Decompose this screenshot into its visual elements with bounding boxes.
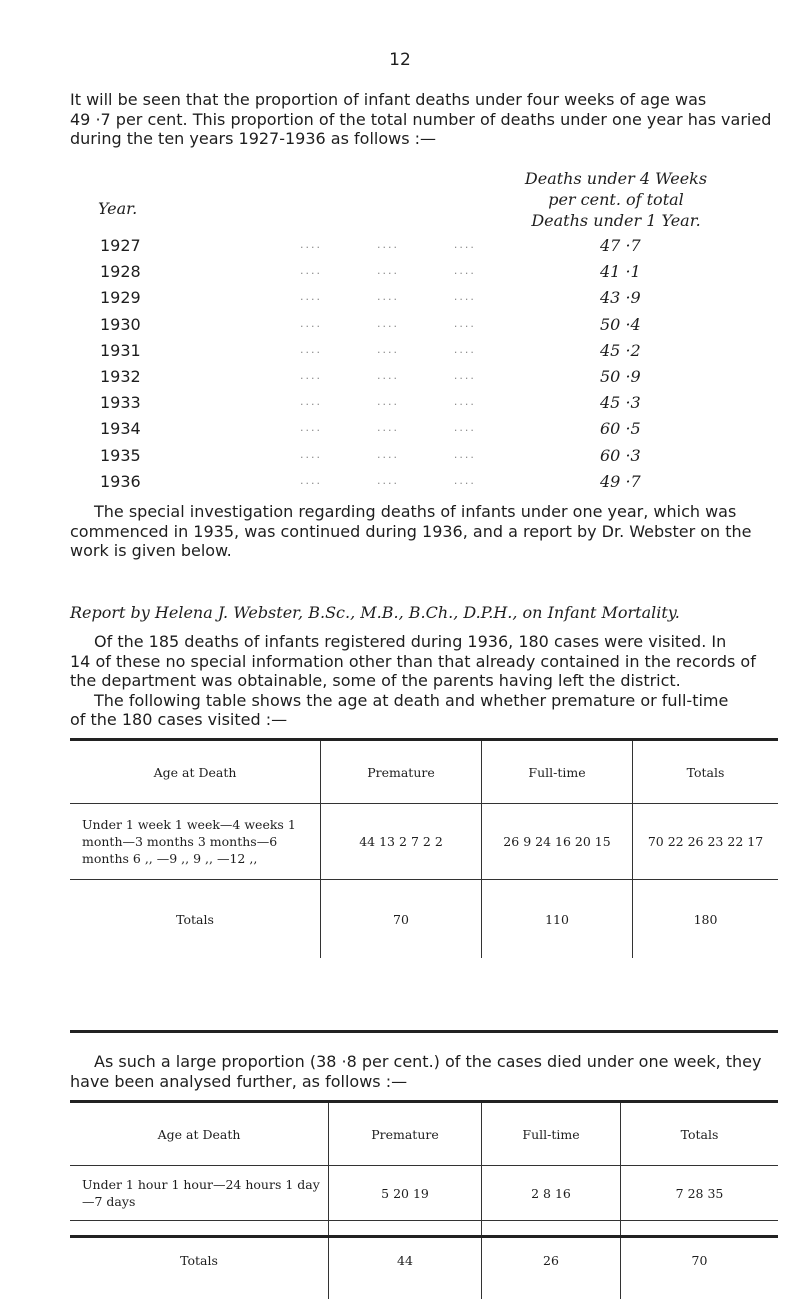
page-number: 12 [0, 50, 800, 70]
table-cell: 16 [555, 1186, 571, 1201]
table-cell: 5 [381, 1186, 389, 1201]
table-row-label: 3 months—6 months [82, 834, 277, 866]
leader-dots: .... .... .... [300, 317, 476, 330]
column-header: Age at Death [70, 1103, 329, 1166]
percent-cell: 45 ·3 [600, 393, 700, 412]
percent-cell: 60 ·5 [600, 419, 700, 438]
leader-dots: .... .... .... [300, 238, 476, 251]
report-heading: Report by Helena J. Webster, B.Sc., M.B., B.Ch., D.P.H., on Infant Mortality. [70, 603, 778, 622]
year-row [100, 367, 720, 393]
table-cell: 70 [648, 834, 664, 849]
year-row [100, 393, 720, 419]
table-cell: 2 [531, 1186, 539, 1201]
table-cell: 7 [411, 834, 419, 849]
year-cell: 1933 [100, 393, 141, 412]
age-column [70, 1166, 329, 1221]
percent-cell: 49 ·7 [600, 472, 700, 491]
percent-cell: 50 ·4 [600, 315, 700, 334]
table-row-label: 1 month—3 months [82, 817, 296, 849]
table-cell: 20 [393, 1186, 409, 1201]
header-line: per cent. of total [500, 189, 732, 210]
percent-cell: 45 ·2 [600, 341, 700, 360]
table-cell: 70 [621, 1221, 779, 1299]
table-cell: 19 [413, 1186, 429, 1201]
table-cell: 22 [727, 834, 743, 849]
text-line: work is given below. [70, 541, 778, 561]
text-line: have been analysed further, as follows :— [70, 1072, 778, 1092]
year-cell: 1931 [100, 341, 141, 360]
year-row [100, 288, 720, 314]
year-row [100, 341, 720, 367]
year-cell: 1936 [100, 472, 141, 491]
table-bottom-rule [70, 1030, 778, 1033]
text-line: The following table shows the age at death and whether premature or full-time [70, 691, 778, 711]
table-cell: 24 [535, 834, 551, 849]
column-header: Full-time [482, 741, 633, 804]
table-cell: 15 [595, 834, 611, 849]
table-cell: 2 [435, 834, 443, 849]
text-line: 49 ·7 per cent. This proportion of the total number of deaths under one year has varied [70, 110, 778, 130]
year-cell: 1932 [100, 367, 141, 386]
text-line: The special investigation regarding deaths of infants under one year, which was [70, 502, 778, 522]
totals-column [621, 1166, 779, 1221]
leader-dots: .... .... .... [300, 395, 476, 408]
text-line: of the 180 cases visited :— [70, 710, 778, 730]
totals-label: Totals [70, 1221, 329, 1299]
table-cell: 8 [543, 1186, 551, 1201]
leader-dots: .... .... .... [300, 343, 476, 356]
table-cell: 2 [423, 834, 431, 849]
column-header: Full-time [482, 1103, 621, 1166]
year-row [100, 419, 720, 445]
table-cell: 26 [503, 834, 519, 849]
table-cell: 7 [676, 1186, 684, 1201]
totals-label: Totals [70, 880, 321, 959]
year-cell: 1930 [100, 315, 141, 334]
column-header: Totals [621, 1103, 779, 1166]
text-line: commenced in 1935, was continued during 1936, and a report by Dr. Webster on the [70, 522, 778, 542]
first-week-analysis-table [70, 1103, 778, 1299]
leader-dots: .... .... .... [300, 448, 476, 461]
year-row [100, 472, 720, 498]
percent-cell: 41 ·1 [600, 262, 700, 281]
text-line: 14 of these no special information other than that already contained in the records of [70, 652, 778, 672]
text-line: the department was obtainable, some of the parents having left the district. [70, 671, 778, 691]
table-row-label: 1 day—7 days [82, 1177, 320, 1209]
table-row-label: Under 1 week [82, 817, 171, 832]
premature-column [321, 804, 482, 880]
table-cell: 17 [747, 834, 763, 849]
table-cell: 180 [633, 880, 779, 959]
year-row [100, 315, 720, 341]
year-cell: 1929 [100, 288, 141, 307]
table-row-label: 6 ,, —9 ,, [133, 851, 189, 866]
table-cell: 20 [575, 834, 591, 849]
year-row [100, 446, 720, 472]
year-table [100, 236, 720, 498]
table-row-label: 1 week—4 weeks [175, 817, 284, 832]
table-cell: 16 [555, 834, 571, 849]
fulltime-column [482, 1166, 621, 1221]
table-row-label: Under 1 hour [82, 1177, 167, 1192]
column-header: Premature [329, 1103, 482, 1166]
text-line: It will be seen that the proportion of infant deaths under four weeks of age was [70, 90, 778, 110]
table-cell: 44 [329, 1221, 482, 1299]
leader-dots: .... .... .... [300, 421, 476, 434]
percent-cell: 47 ·7 [600, 236, 700, 255]
leader-dots: .... .... .... [300, 264, 476, 277]
year-cell: 1927 [100, 236, 141, 255]
totals-row [70, 1221, 778, 1299]
table-cell: 26 [482, 1221, 621, 1299]
report-paragraph [70, 632, 778, 730]
table-bottom-rule [70, 1235, 778, 1238]
column-header: Totals [633, 741, 779, 804]
year-cell: 1928 [100, 262, 141, 281]
column-header: Premature [321, 741, 482, 804]
table-cell: 22 [668, 834, 684, 849]
percent-column-header [500, 168, 732, 231]
special-investigation-paragraph [70, 502, 778, 561]
year-row [100, 262, 720, 288]
column-header: Age at Death [70, 741, 321, 804]
leader-dots: .... .... .... [300, 474, 476, 487]
table-cell: 110 [482, 880, 633, 959]
text-line: during the ten years 1927-1936 as follows :— [70, 129, 778, 149]
table-cell: 13 [379, 834, 395, 849]
year-cell: 1935 [100, 446, 141, 465]
premature-column [329, 1166, 482, 1221]
header-line: Deaths under 4 Weeks [500, 168, 732, 189]
totals-row [70, 880, 778, 959]
text-line: Of the 185 deaths of infants registered during 1936, 180 cases were visited. In [70, 632, 778, 652]
age-column [70, 804, 321, 880]
year-row [100, 236, 720, 262]
table-cell: 9 [523, 834, 531, 849]
table-cell: 2 [399, 834, 407, 849]
table-cell: 23 [707, 834, 723, 849]
table-cell: 28 [688, 1186, 704, 1201]
table-cell: 44 [359, 834, 375, 849]
analysis-paragraph [70, 1052, 778, 1091]
table-row-label: 1 hour—24 hours [171, 1177, 281, 1192]
totals-column [633, 804, 779, 880]
year-column-header: Year. [98, 199, 137, 218]
intro-paragraph [70, 90, 778, 149]
table-cell: 26 [688, 834, 704, 849]
percent-cell: 50 ·9 [600, 367, 700, 386]
leader-dots: .... .... .... [300, 369, 476, 382]
percent-cell: 60 ·3 [600, 446, 700, 465]
age-at-death-table [70, 741, 778, 958]
table-row-label: 9 ,, —12 ,, [193, 851, 257, 866]
fulltime-column [482, 804, 633, 880]
text-line: As such a large proportion (38 ·8 per cent.) of the cases died under one week, they [70, 1052, 778, 1072]
table-cell: 35 [707, 1186, 723, 1201]
percent-cell: 43 ·9 [600, 288, 700, 307]
year-cell: 1934 [100, 419, 141, 438]
table-cell: 70 [321, 880, 482, 959]
leader-dots: .... .... .... [300, 290, 476, 303]
header-line: Deaths under 1 Year. [500, 210, 732, 231]
